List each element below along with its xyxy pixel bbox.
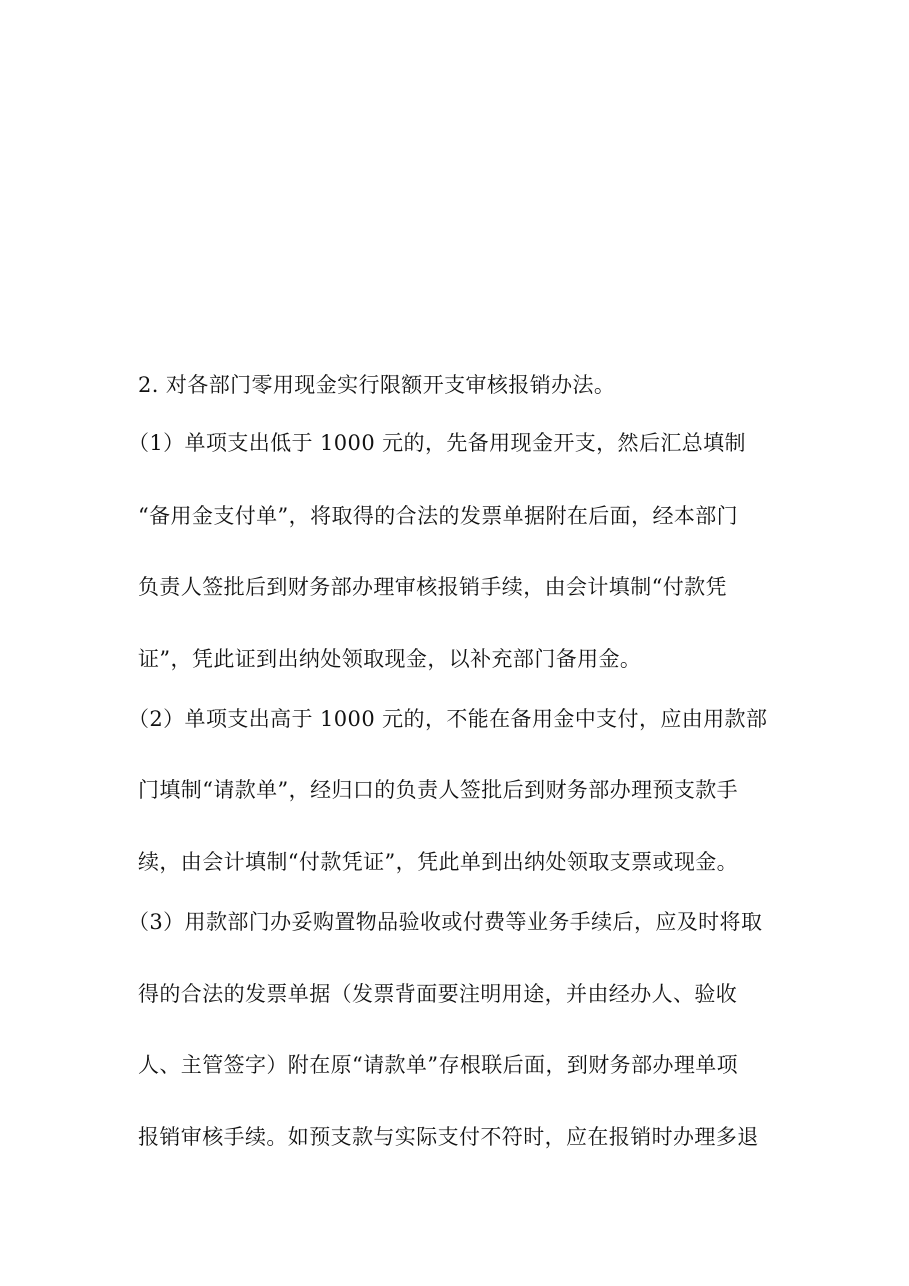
paragraph-line: 续，由会计填制“付款凭证”，凭此单到出纳处领取支票或现金。 [138,850,739,874]
paragraph-line: 证”，凭此证到出纳处领取现金，以补充部门备用金。 [138,647,642,671]
paragraph-line: 人、主管签字）附在原“请款单”存根联后面，到财务部办理单项 [138,1053,739,1077]
paragraph-line: “备用金支付单”，将取得的合法的发票单据附在后面，经本部门 [138,504,739,528]
paragraph-line: 得的合法的发票单据（发票背面要注明用途，并由经办人、验收 [138,982,738,1006]
paragraph-line: 报销审核手续。如预支款与实际支付不符时，应在报销时办理多退 [138,1125,759,1149]
paragraph-line: 负责人签批后到财务部办理审核报销手续，由会计填制“付款凭 [138,575,727,599]
paragraph-line: （2）单项支出高于 1000 元的，不能在备用金中支付，应由用款部 [128,707,768,731]
paragraph-line: 门填制“请款单”，经归口的负责人签批后到财务部办理预支款手 [138,778,739,802]
paragraph-line: （3）用款部门办妥购置物品验收或付费等业务手续后，应及时将取 [128,910,763,934]
paragraph-line: （1）单项支出低于 1000 元的，先备用现金开支，然后汇总填制 [128,431,746,455]
section-heading: 2. 对各部门零用现金实行限额开支审核报销办法。 [138,373,616,397]
